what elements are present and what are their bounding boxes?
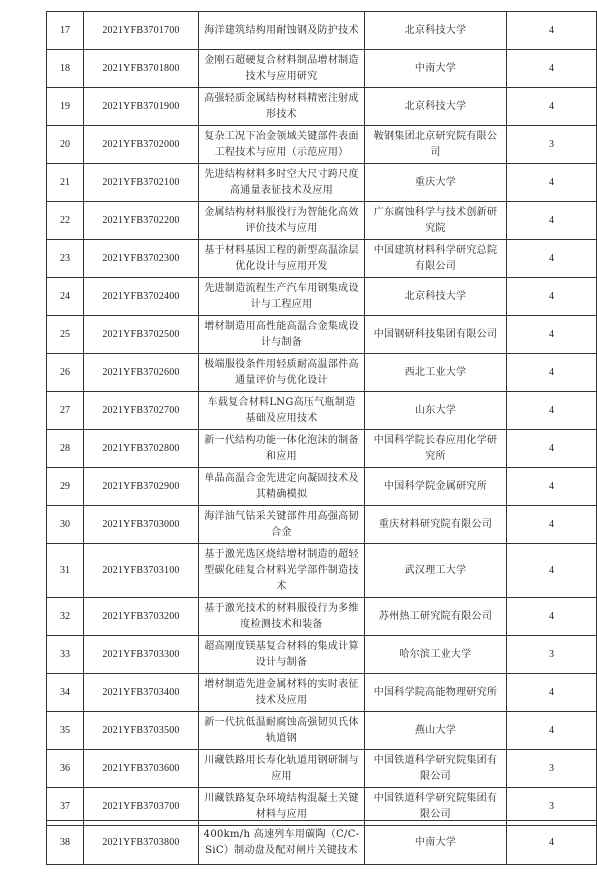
lead-organization: 中国铁道科学研究院集团有限公司 (365, 788, 507, 826)
project-code: 2021YFB3701800 (84, 50, 199, 88)
count-value: 4 (507, 88, 597, 126)
row-number: 28 (47, 430, 84, 468)
row-number: 23 (47, 240, 84, 278)
table-row (47, 392, 597, 430)
project-code: 2021YFB3703300 (84, 636, 199, 674)
lead-organization: 中国科学院长春应用化学研究所 (365, 430, 507, 468)
count-value: 3 (507, 636, 597, 674)
project-title: 海洋油气钻采关键部件用高强高韧合金 (199, 506, 365, 544)
project-code: 2021YFB3702800 (84, 430, 199, 468)
project-title: 超高刚度镁基复合材料的集成计算设计与制备 (199, 636, 365, 674)
row-number: 33 (47, 636, 84, 674)
project-title: 先进制造流程生产汽车用钢集成设计与工程应用 (199, 278, 365, 316)
project-table-continued-body (47, 821, 597, 865)
project-title: 基于材料基因工程的新型高温涂层优化设计与应用开发 (199, 240, 365, 278)
count-value: 4 (507, 430, 597, 468)
lead-organization: 重庆材料研究院有限公司 (365, 506, 507, 544)
table-row (47, 712, 597, 750)
count-value: 4 (507, 598, 597, 636)
lead-organization: 鞍钢集团北京研究院有限公司 (365, 126, 507, 164)
project-title: 川藏铁路用长寿化轨道用钢研制与应用 (199, 750, 365, 788)
row-number: 17 (47, 12, 84, 50)
count-value: 4 (507, 468, 597, 506)
project-code: 2021YFB3703100 (84, 544, 199, 598)
lead-organization: 燕山大学 (365, 712, 507, 750)
project-code: 2021YFB3702900 (84, 468, 199, 506)
project-code: 2021YFB3703200 (84, 598, 199, 636)
table-row (47, 636, 597, 674)
count-value: 3 (507, 750, 597, 788)
project-title: 高强轻质金属结构材料精密注射成形技术 (199, 88, 365, 126)
project-code: 2021YFB3702100 (84, 164, 199, 202)
project-code: 2021YFB3703800 (84, 821, 199, 865)
lead-organization: 武汉理工大学 (365, 544, 507, 598)
table-row (47, 278, 597, 316)
row-number: 32 (47, 598, 84, 636)
table-row (47, 468, 597, 506)
lead-organization: 中国钢研科技集团有限公司 (365, 316, 507, 354)
project-code: 2021YFB3702000 (84, 126, 199, 164)
row-number: 22 (47, 202, 84, 240)
project-title: 复杂工况下冶金领域关键部件表面工程技术与应用（示范应用） (199, 126, 365, 164)
project-code: 2021YFB3703400 (84, 674, 199, 712)
lead-organization: 北京科技大学 (365, 12, 507, 50)
lead-organization: 广东腐蚀科学与技术创新研究院 (365, 202, 507, 240)
project-title: 增材制造先进金属材料的实时表征技术及应用 (199, 674, 365, 712)
lead-organization: 西北工业大学 (365, 354, 507, 392)
count-value: 4 (507, 712, 597, 750)
project-title: 海洋建筑结构用耐蚀钢及防护技术 (199, 12, 365, 50)
row-number: 38 (47, 821, 84, 865)
project-code: 2021YFB3703000 (84, 506, 199, 544)
project-code: 2021YFB3703600 (84, 750, 199, 788)
count-value: 4 (507, 354, 597, 392)
table-row (47, 430, 597, 468)
count-value: 4 (507, 278, 597, 316)
project-title: 车载复合材料LNG高压气瓶制造基础及应用技术 (199, 392, 365, 430)
row-number: 30 (47, 506, 84, 544)
count-value: 4 (507, 202, 597, 240)
lead-organization: 中南大学 (365, 50, 507, 88)
project-table (46, 11, 597, 826)
project-title: 基于激光技术的材料服役行为多维度检测技术和装备 (199, 598, 365, 636)
table-row (47, 354, 597, 392)
project-code: 2021YFB3701900 (84, 88, 199, 126)
table-row (47, 316, 597, 354)
project-code: 2021YFB3702400 (84, 278, 199, 316)
lead-organization: 山东大学 (365, 392, 507, 430)
row-number: 34 (47, 674, 84, 712)
count-value: 4 (507, 392, 597, 430)
table-row (47, 126, 597, 164)
table-row (47, 506, 597, 544)
row-number: 25 (47, 316, 84, 354)
row-number: 20 (47, 126, 84, 164)
project-title: 增材制造用高性能高温合金集成设计与制备 (199, 316, 365, 354)
row-number: 29 (47, 468, 84, 506)
count-value: 4 (507, 240, 597, 278)
lead-organization: 重庆大学 (365, 164, 507, 202)
lead-organization: 中国建筑材料科学研究总院有限公司 (365, 240, 507, 278)
count-value: 4 (507, 821, 597, 865)
row-number: 26 (47, 354, 84, 392)
project-title: 川藏铁路复杂环境结构混凝土关键材料与应用 (199, 788, 365, 826)
project-title: 金属结构材料服役行为智能化高效评价技术与应用 (199, 202, 365, 240)
lead-organization: 中国铁道科学研究院集团有限公司 (365, 750, 507, 788)
row-number: 37 (47, 788, 84, 826)
table-row (47, 50, 597, 88)
project-title: 先进结构材料多时空大尺寸跨尺度高通量表征技术及应用 (199, 164, 365, 202)
project-title: 新一代结构功能一体化泡沫的制备和应用 (199, 430, 365, 468)
row-number: 27 (47, 392, 84, 430)
lead-organization: 中国科学院金属研究所 (365, 468, 507, 506)
project-title: 基于激光选区烧结增材制造的超轻型碳化硅复合材料光学部件制造技术 (199, 544, 365, 598)
project-title: 金刚石超硬复合材料制品增材制造技术与应用研究 (199, 50, 365, 88)
project-code: 2021YFB3703700 (84, 788, 199, 826)
lead-organization: 北京科技大学 (365, 278, 507, 316)
lead-organization: 哈尔滨工业大学 (365, 636, 507, 674)
project-code: 2021YFB3702300 (84, 240, 199, 278)
lead-organization: 北京科技大学 (365, 88, 507, 126)
project-table-continued (46, 820, 597, 865)
project-code: 2021YFB3703500 (84, 712, 199, 750)
project-title: 单晶高温合金先进定向凝固技术及其精确模拟 (199, 468, 365, 506)
count-value: 3 (507, 788, 597, 826)
project-title: 新一代抗低温耐腐蚀高强韧贝氏体轨道钢 (199, 712, 365, 750)
table-row (47, 164, 597, 202)
project-code: 2021YFB3701700 (84, 12, 199, 50)
project-code: 2021YFB3702200 (84, 202, 199, 240)
project-title: 400km/h 高速列车用碳陶（C/C-SiC）制动盘及配对闸片关键技术 (199, 821, 365, 865)
project-code: 2021YFB3702500 (84, 316, 199, 354)
row-number: 21 (47, 164, 84, 202)
project-code: 2021YFB3702600 (84, 354, 199, 392)
count-value: 4 (507, 50, 597, 88)
table-row (47, 12, 597, 50)
lead-organization: 中国科学院高能物理研究所 (365, 674, 507, 712)
row-number: 31 (47, 544, 84, 598)
row-number: 18 (47, 50, 84, 88)
count-value: 4 (507, 316, 597, 354)
row-number: 24 (47, 278, 84, 316)
table-row (47, 202, 597, 240)
count-value: 4 (507, 544, 597, 598)
row-number: 35 (47, 712, 84, 750)
count-value: 4 (507, 12, 597, 50)
lead-organization: 苏州热工研究院有限公司 (365, 598, 507, 636)
lead-organization: 中南大学 (365, 821, 507, 865)
project-table-body (47, 12, 597, 826)
row-number: 19 (47, 88, 84, 126)
count-value: 4 (507, 674, 597, 712)
count-value: 4 (507, 506, 597, 544)
table-row (47, 598, 597, 636)
row-number: 36 (47, 750, 84, 788)
count-value: 3 (507, 126, 597, 164)
table-row (47, 240, 597, 278)
table-row (47, 88, 597, 126)
table-row (47, 674, 597, 712)
table-row (47, 750, 597, 788)
table-row (47, 544, 597, 598)
count-value: 4 (507, 164, 597, 202)
table-row (47, 821, 597, 865)
project-title: 极端服役条件用轻质耐高温部件高通量评价与优化设计 (199, 354, 365, 392)
project-code: 2021YFB3702700 (84, 392, 199, 430)
